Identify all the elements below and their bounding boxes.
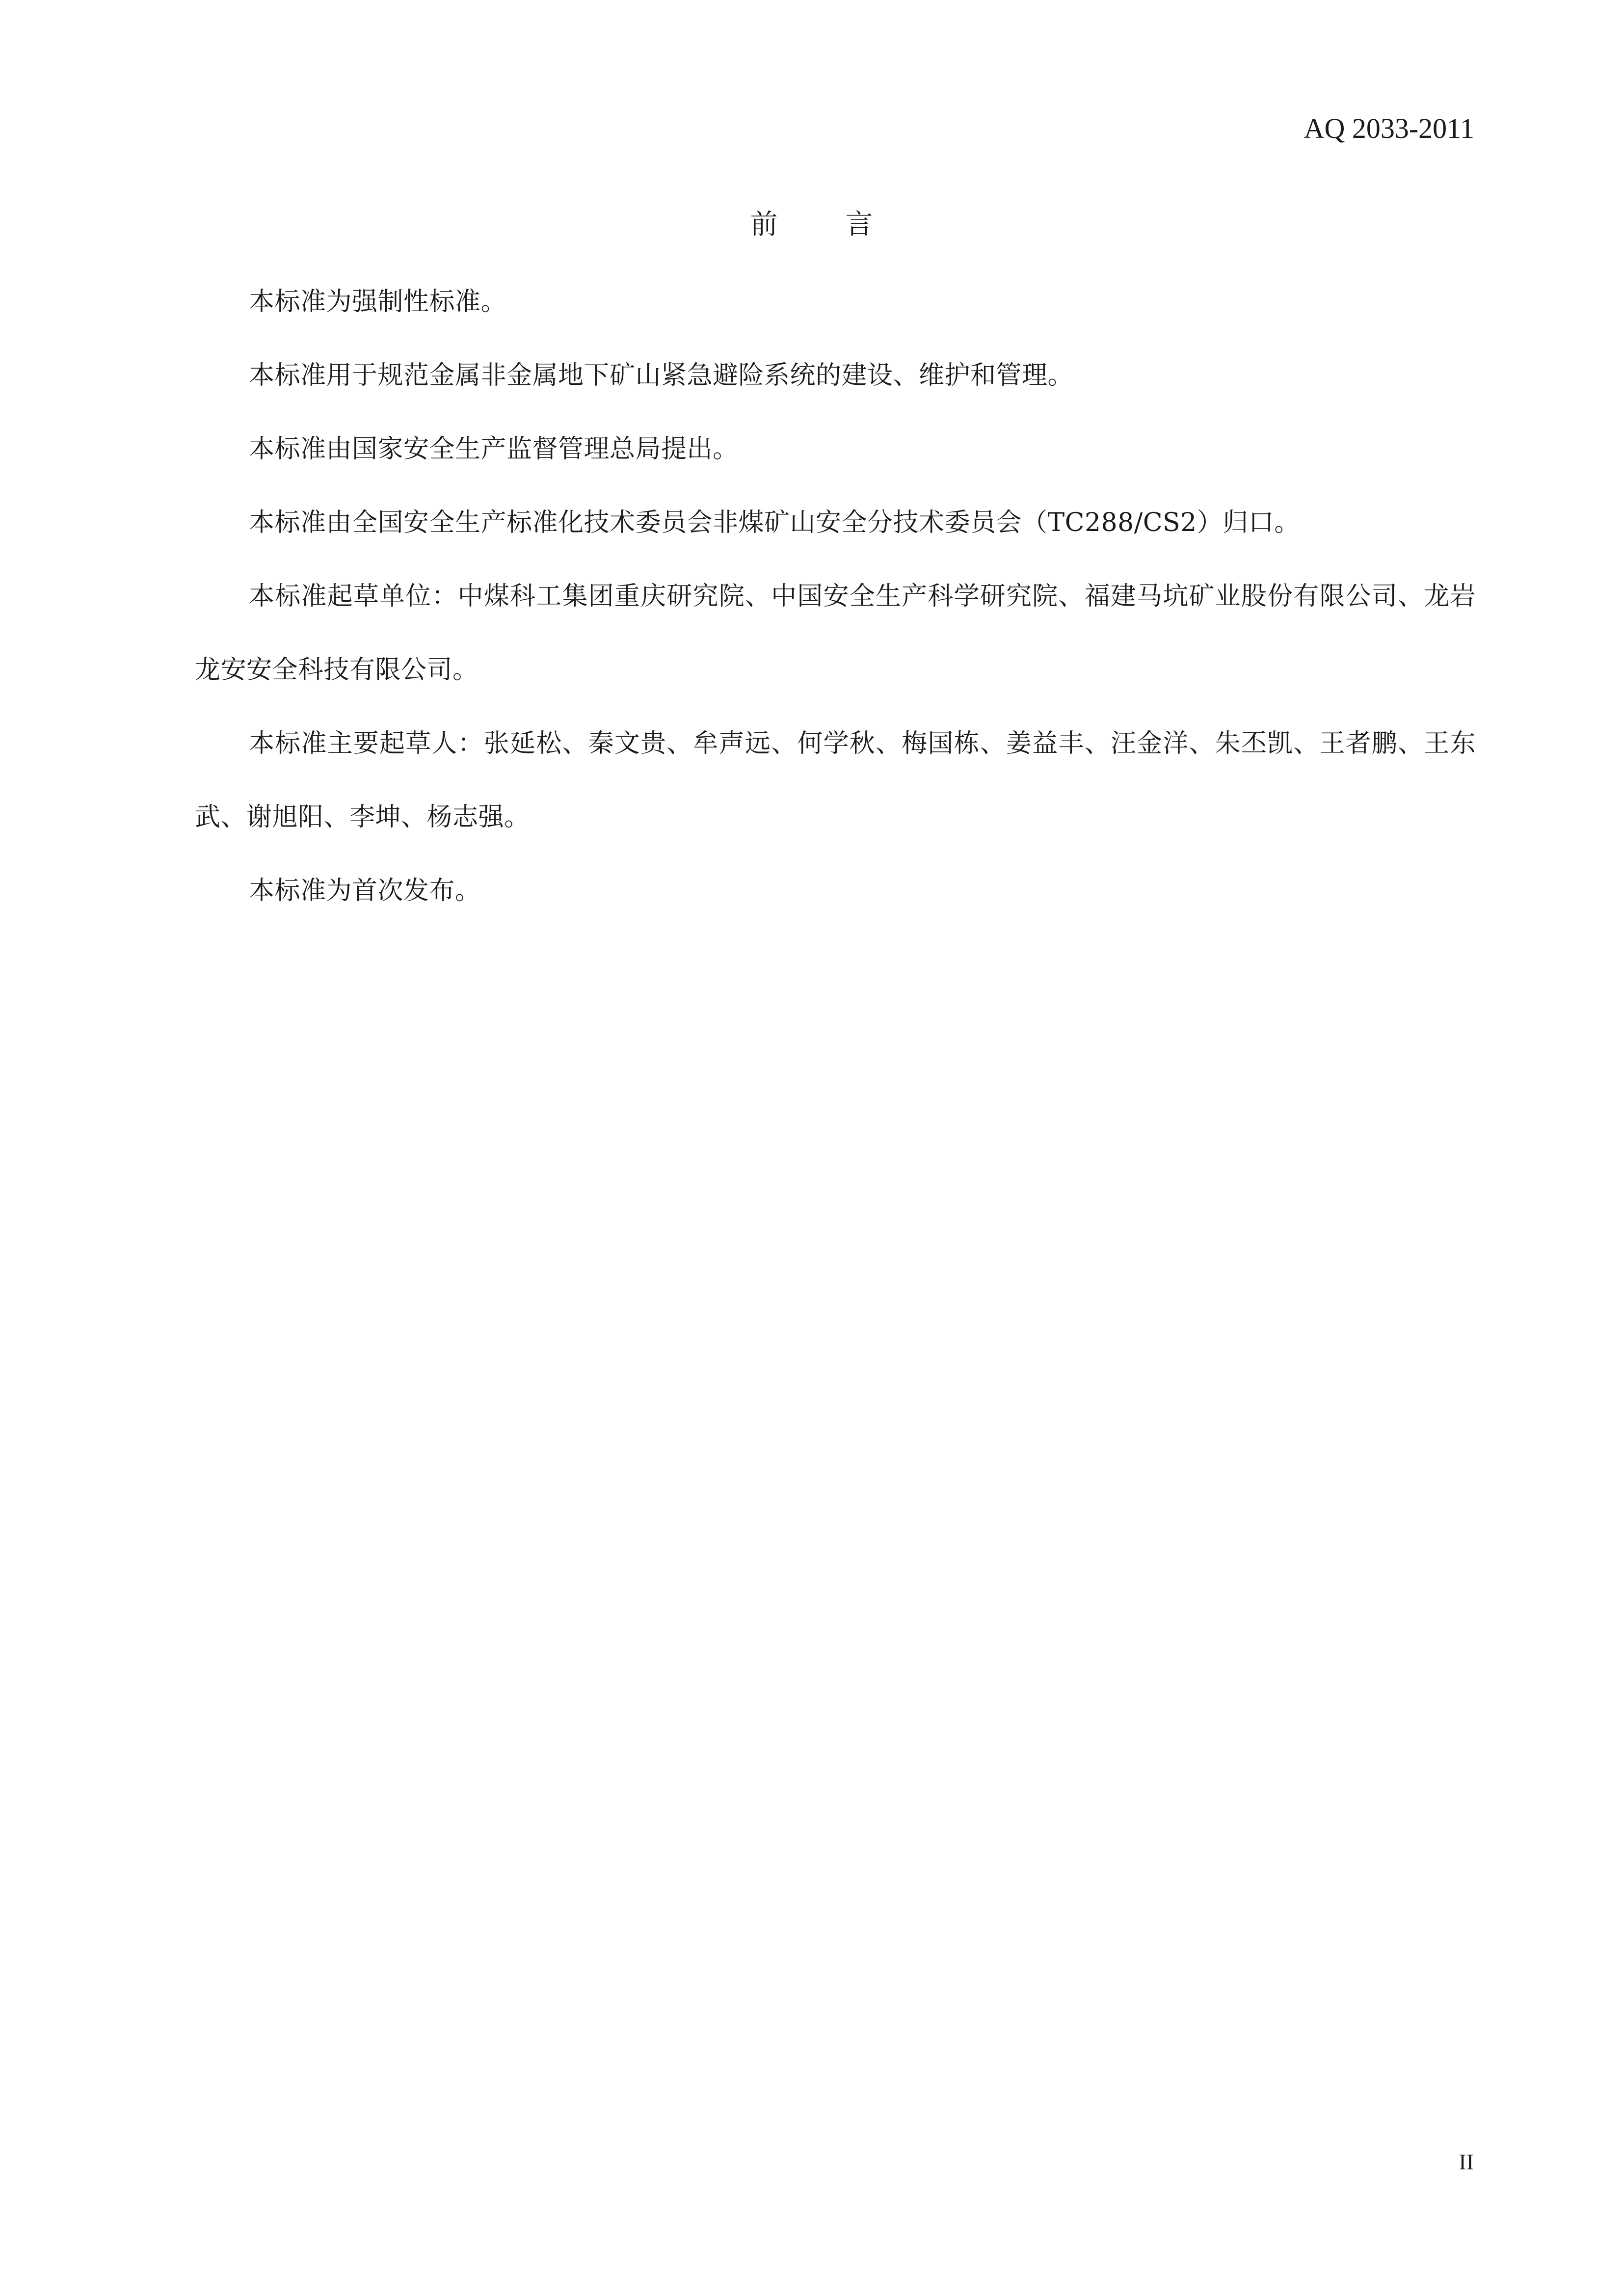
paragraph: 本标准为首次发布。 bbox=[249, 876, 481, 906]
paragraph: 本标准为强制性标准。 bbox=[249, 287, 507, 317]
section-title: 前 言 bbox=[750, 209, 903, 240]
standard-code: AQ 2033-2011 bbox=[1304, 112, 1474, 144]
paragraph: 本标准用于规范金属非金属地下矿山紧急避险系统的建设、维护和管理。 bbox=[249, 361, 1074, 390]
paragraph: 本标准由全国安全生产标准化技术委员会非煤矿山安全分技术委员会（TC288/CS2）归口。 bbox=[249, 508, 1300, 537]
body-text bbox=[195, 265, 1476, 928]
paragraph: 本标准起草单位：中煤科工集团重庆研究院、中国安全生产科学研究院、福建马坑矿业股份有限公司、龙岩龙安安全科技有限公司。 bbox=[195, 582, 1476, 685]
paragraph: 本标准主要起草人：张延松、秦文贵、牟声远、何学秋、梅国栋、姜益丰、汪金洋、朱丕凯、王者鹏、王东武、谢旭阳、李坤、杨志强。 bbox=[195, 729, 1476, 832]
page-number: II bbox=[1459, 2149, 1474, 2174]
paragraph: 本标准由国家安全生产监督管理总局提出。 bbox=[249, 434, 739, 464]
